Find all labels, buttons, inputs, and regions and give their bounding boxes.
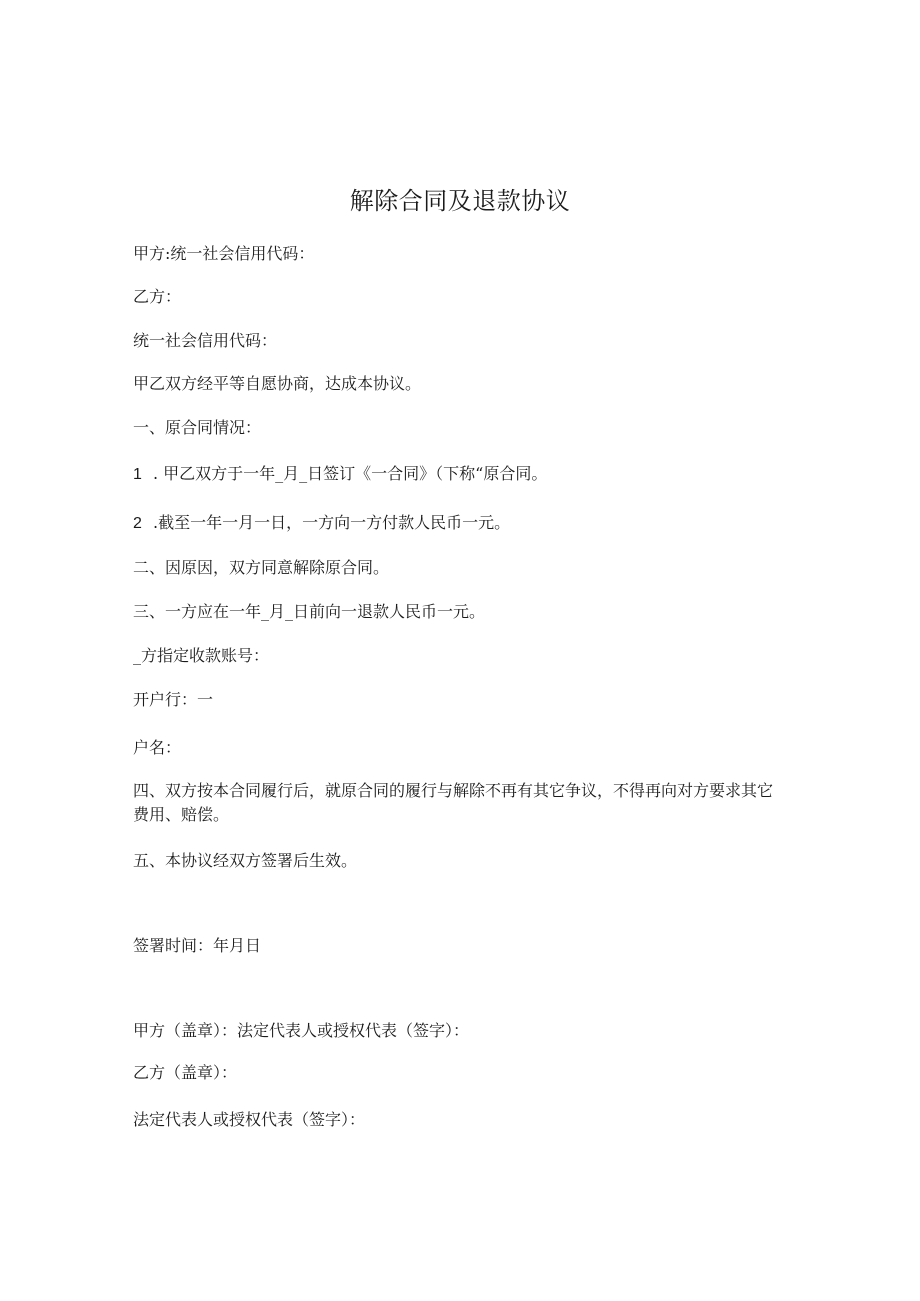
credit-code-line: 统一社会信用代码： [133, 331, 278, 350]
section-1-heading: 一、原合同情况： [133, 418, 262, 437]
account-name-line: 户名： [133, 738, 182, 757]
item-2-text: .截至一年一月一日，一方向一方付款人民币一元。 [153, 513, 511, 532]
section-4: 四、双方按本合同履行后，就原合同的履行与解除不再有其它争议，不得再向对方要求其它费用、赔偿。 [133, 781, 774, 824]
document-title: 解除合同及退款协议 [349, 187, 571, 215]
party-b-line: 乙方： [133, 287, 182, 306]
item-1-text: . 甲乙双方于一年_月_日签订《一合同》（下称“原合同。 [153, 464, 548, 483]
party-b-seal-line: 乙方（盖章）： [133, 1063, 238, 1082]
section-5: 五、本协议经双方签署后生效。 [133, 851, 358, 870]
intro-line: 甲乙双方经平等自愿协商，达成本协议。 [133, 374, 422, 393]
item-1-number: 1 [133, 466, 142, 483]
sign-date-line: 签署时间：年月日 [133, 936, 262, 955]
party-b-rep-line: 法定代表人或授权代表（签字）： [133, 1110, 366, 1129]
party-a-sign-line: 甲方（盖章）：法定代表人或授权代表（签字）： [133, 1021, 470, 1040]
item-1 [133, 462, 793, 487]
bank-line: 开户行：一 [133, 690, 214, 709]
section-3: 三、一方应在一年_月_日前向一退款人民币一元。 [133, 602, 486, 621]
item-2-number: 2 [133, 515, 142, 532]
item-2 [133, 511, 793, 536]
party-a-line: 甲方:统一社会信用代码： [133, 244, 315, 263]
section-2: 二、因原因，双方同意解除原合同。 [133, 558, 390, 577]
account-line: _方指定收款账号： [133, 646, 270, 665]
